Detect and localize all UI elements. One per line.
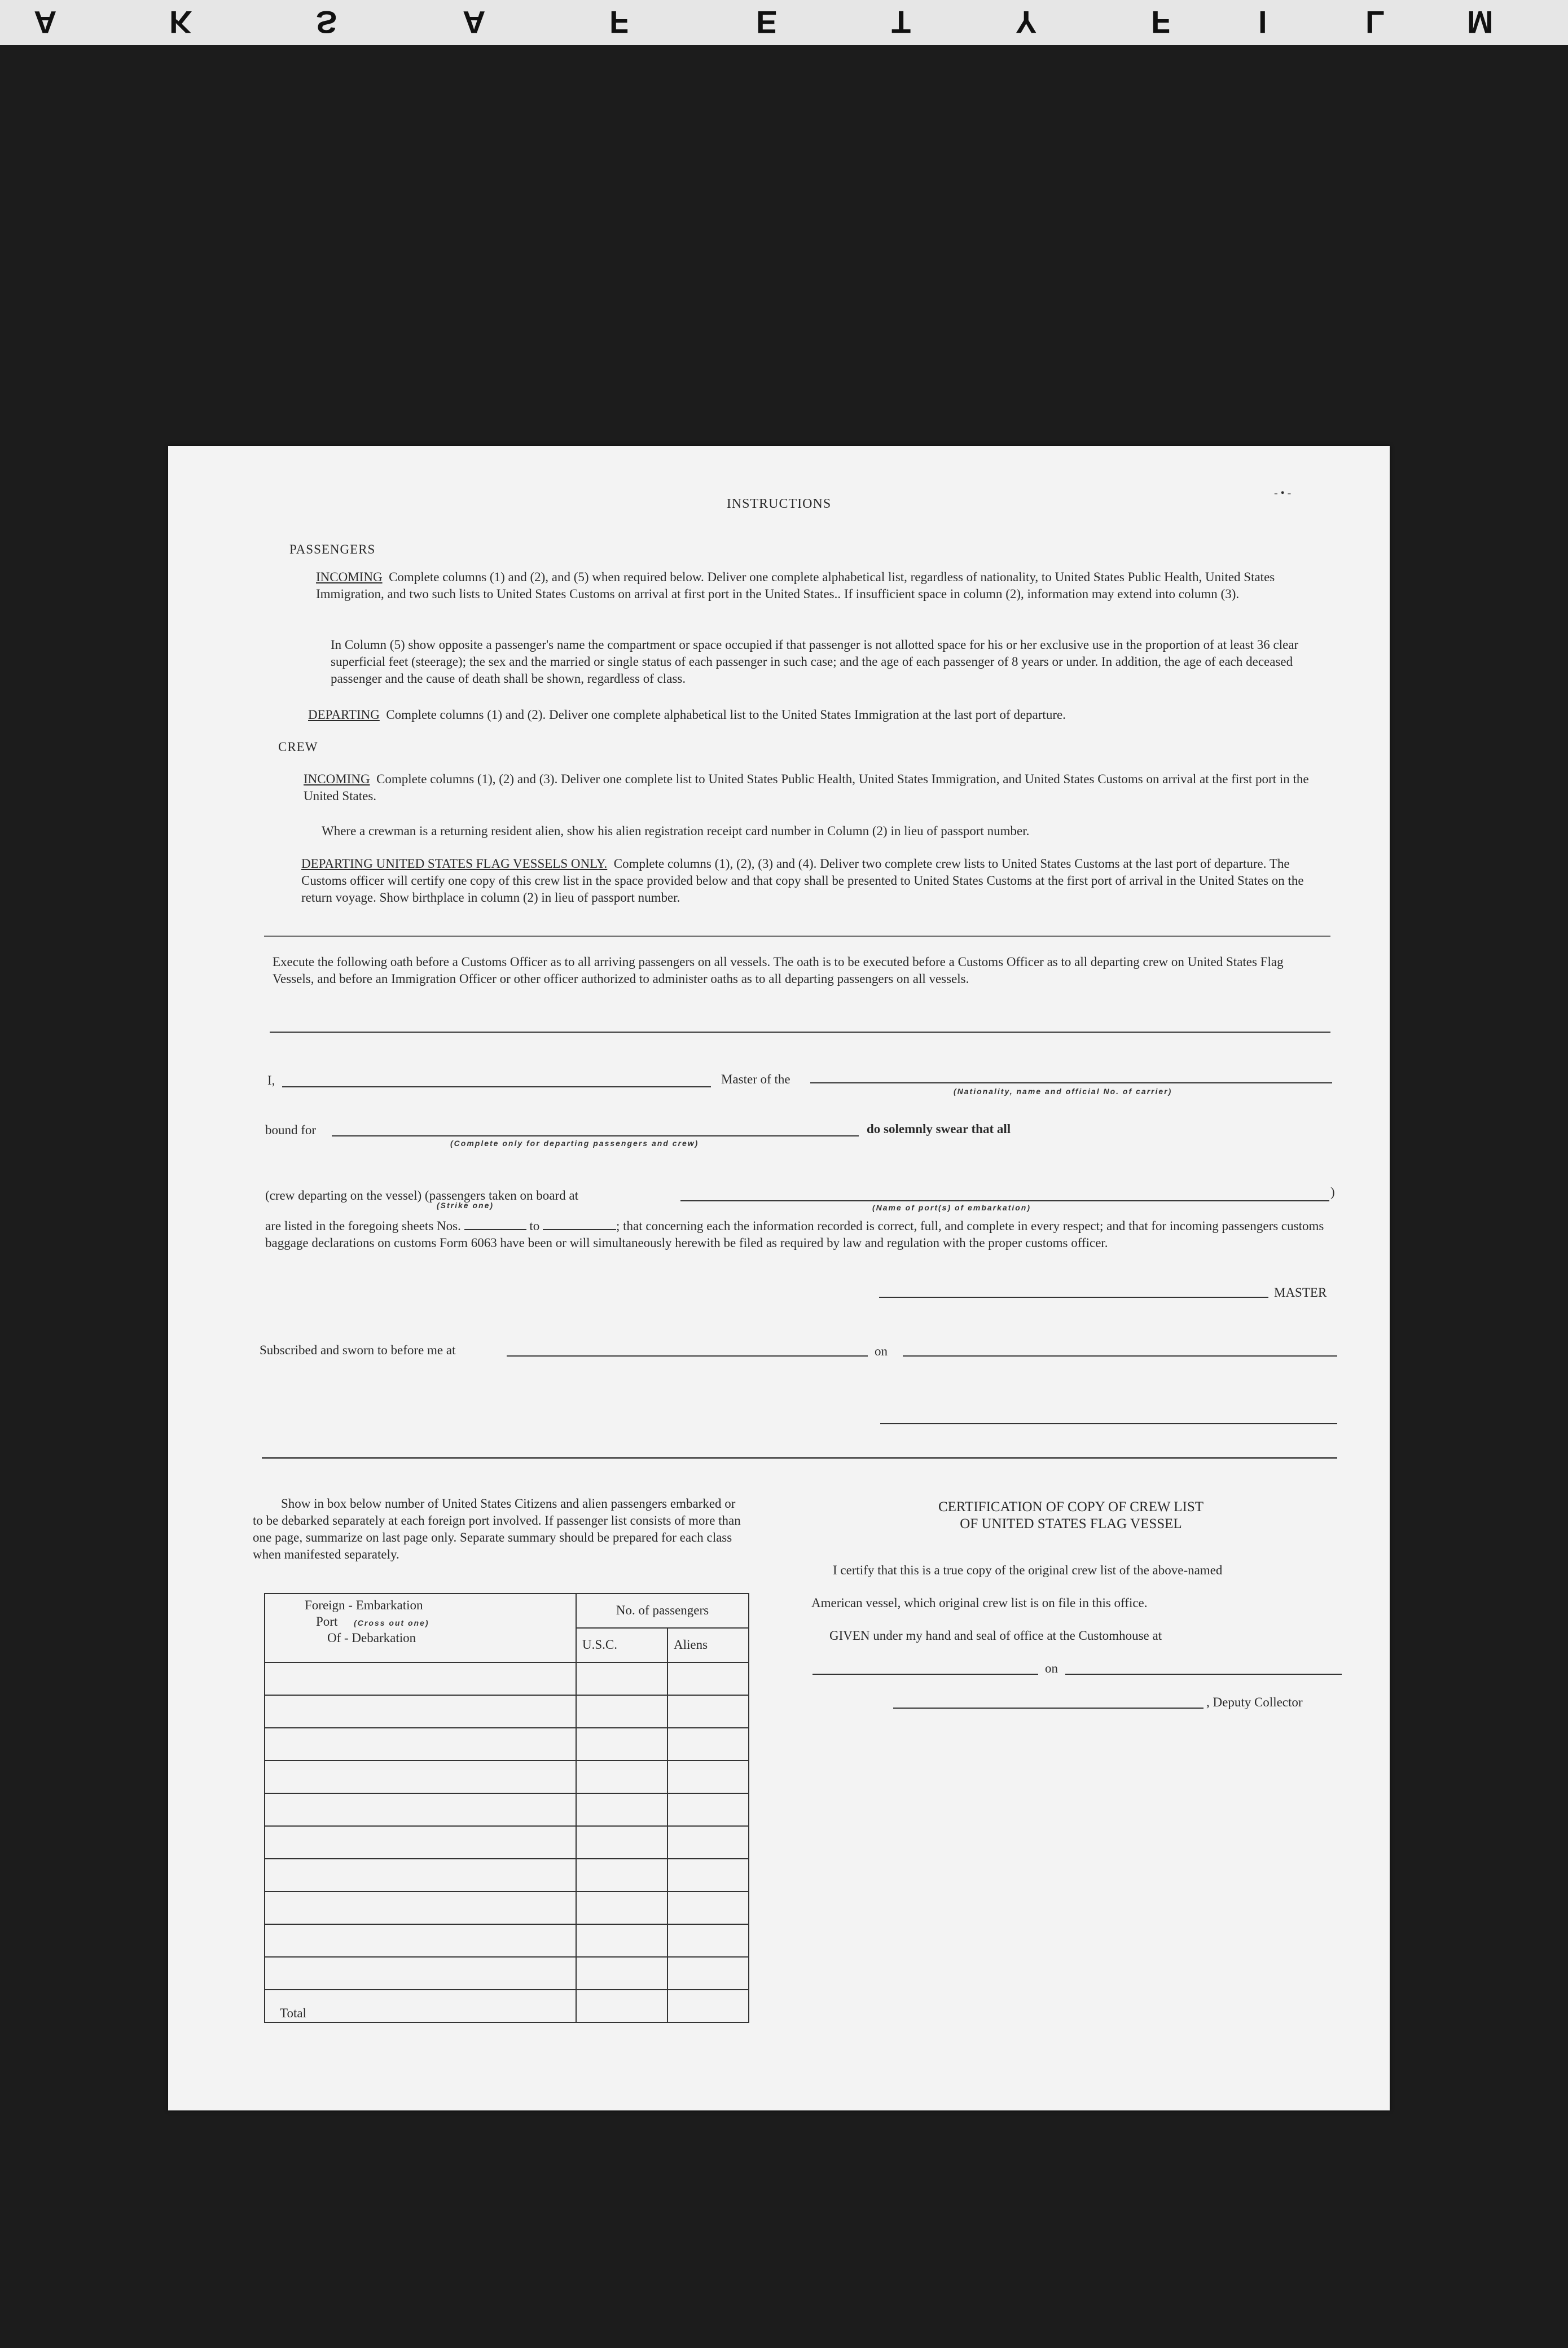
usc-cell[interactable] bbox=[576, 1924, 667, 1957]
crew-departing-label: DEPARTING UNITED STATES FLAG VESSELS ONLY. bbox=[301, 857, 608, 871]
passengers-count-header: No. of passengers bbox=[576, 1594, 749, 1628]
aliens-cell[interactable] bbox=[667, 1761, 749, 1793]
passengers-incoming-label: INCOMING bbox=[316, 570, 383, 584]
film-letter: I bbox=[1258, 5, 1267, 41]
table-row bbox=[265, 1826, 749, 1859]
bound-for-label: bound for bbox=[265, 1123, 317, 1137]
aliens-cell[interactable] bbox=[667, 1859, 749, 1891]
aliens-cell[interactable] bbox=[667, 1728, 749, 1761]
complete-only-caption: (Complete only for departing passengers and crew) bbox=[450, 1139, 699, 1148]
table-row bbox=[265, 1662, 749, 1695]
port-header-line3: Of - Debarkation bbox=[327, 1630, 416, 1645]
customhouse-line[interactable] bbox=[812, 1674, 1038, 1675]
film-letter: E bbox=[756, 5, 778, 41]
oath-i-label: I, bbox=[267, 1073, 275, 1087]
film-letter: M bbox=[1467, 5, 1494, 41]
crew-incoming-label: INCOMING bbox=[304, 772, 370, 786]
table-row bbox=[265, 1793, 749, 1826]
port-cell[interactable] bbox=[265, 1793, 576, 1826]
certification-line1: I certify that this is a true copy of the original crew list of the above-named bbox=[833, 1563, 1223, 1577]
film-letter: A bbox=[34, 5, 57, 41]
bound-for-line[interactable] bbox=[332, 1135, 859, 1136]
certification-title bbox=[789, 1499, 1353, 1533]
film-letter: S bbox=[316, 5, 337, 41]
oath-instructions: Execute the following oath before a Customs Officer as to all arriving passengers on all vessels. The oath is to be executed before a Customs Officer as to all departing crew on United States Flag Vessels, and before an Immigration Officer or other officer authorized to administer oaths as to all departing passengers on all vessels. bbox=[273, 955, 1284, 986]
aliens-cell[interactable] bbox=[667, 1695, 749, 1728]
usc-cell[interactable] bbox=[576, 1891, 667, 1924]
passenger-summary-table bbox=[264, 1593, 749, 2023]
table-row bbox=[265, 1924, 749, 1957]
strike-one-caption: (Strike one) bbox=[437, 1201, 494, 1210]
crew-heading: CREW bbox=[278, 740, 318, 754]
crew-incoming-text: Complete columns (1), (2) and (3). Deliver one complete list to United States Public Health, United States Immigration, and United States Customs on arrival at the first port in the United States. bbox=[304, 772, 1309, 803]
crew-departing-paragraph bbox=[301, 855, 1323, 906]
film-letter: Y bbox=[1016, 5, 1037, 41]
passengers-incoming-paragraph bbox=[316, 569, 1332, 603]
certification-date-line[interactable] bbox=[1065, 1674, 1342, 1675]
master-name-line[interactable] bbox=[282, 1086, 711, 1087]
port-header-port: Port bbox=[316, 1614, 338, 1629]
aliens-cell[interactable] bbox=[667, 1826, 749, 1859]
master-label: MASTER bbox=[1274, 1285, 1327, 1300]
listed-suffix: ; that concerning each the information recorded is correct, full, and complete in every respect; and that for incoming passengers customs baggage declarations on customs Form 6063 have been or will simultaneously herewith be filed as required by law and regulation with the proper customs officer. bbox=[265, 1219, 1324, 1250]
port-cell[interactable] bbox=[265, 1728, 576, 1761]
master-signature-line[interactable] bbox=[879, 1297, 1268, 1298]
aliens-total-cell[interactable] bbox=[667, 1990, 749, 2022]
listed-prefix: are listed in the foregoing sheets Nos. bbox=[265, 1219, 461, 1233]
usc-total-cell[interactable] bbox=[576, 1990, 667, 2022]
total-label: Total bbox=[265, 1990, 576, 2022]
form-page bbox=[168, 446, 1390, 2110]
port-cell[interactable] bbox=[265, 1761, 576, 1793]
aliens-cell[interactable] bbox=[667, 1924, 749, 1957]
page-title: INSTRUCTIONS bbox=[726, 497, 832, 511]
film-letter: F bbox=[1151, 5, 1171, 41]
port-header-line2 bbox=[305, 1614, 570, 1630]
usc-cell[interactable] bbox=[576, 1859, 667, 1891]
film-letter: A bbox=[463, 5, 486, 41]
table-row bbox=[265, 1859, 749, 1891]
certification-title-line2: OF UNITED STATES FLAG VESSEL bbox=[960, 1516, 1182, 1531]
certification-line2: American vessel, which original crew list is on file in this office. bbox=[811, 1596, 1148, 1610]
passengers-incoming-text: Complete columns (1) and (2), and (5) when required below. Deliver one complete alphabetical list, regardless of nationality, to United States Public Health, United States Immigration, and two such lists to United States Customs on arrival at first port in the United States.. If insufficient space in column (2), information may extend into column (3). bbox=[316, 570, 1275, 601]
deputy-collector-label: , Deputy Collector bbox=[1206, 1695, 1303, 1709]
certification-on-label: on bbox=[1045, 1661, 1058, 1675]
table-row bbox=[265, 1957, 749, 1990]
carrier-line[interactable] bbox=[810, 1082, 1332, 1083]
sheet-from-field[interactable] bbox=[464, 1229, 526, 1230]
aliens-cell[interactable] bbox=[667, 1793, 749, 1826]
port-header bbox=[265, 1594, 576, 1662]
usc-cell[interactable] bbox=[576, 1793, 667, 1826]
cross-out-caption: (Cross out one) bbox=[354, 1618, 429, 1627]
ports-caption: (Name of port(s) of embarkation) bbox=[872, 1203, 1031, 1212]
subscribed-on-label: on bbox=[875, 1344, 888, 1358]
passengers-departing-paragraph bbox=[308, 706, 1335, 723]
subscribed-text: Subscribed and sworn to before me at bbox=[260, 1343, 456, 1357]
close-paren: ) bbox=[1330, 1185, 1335, 1199]
table-row bbox=[265, 1695, 749, 1728]
crew-passengers-text: (crew departing on the vessel) (passengers taken on board at bbox=[265, 1188, 578, 1202]
film-letter: L bbox=[1365, 5, 1385, 41]
ports-line[interactable] bbox=[680, 1200, 1329, 1201]
table-row bbox=[265, 1891, 749, 1924]
swear-text: do solemnly swear that all bbox=[867, 1122, 1011, 1136]
summary-instructions: Show in box below number of United States Citizens and alien passengers embarked or to be debarked separately at each foreign port involved. If passenger list consists of more than one page, summarize on last page only. Separate summary should be prepared for each class when manifested separately. bbox=[253, 1496, 741, 1561]
passengers-heading: PASSENGERS bbox=[289, 542, 376, 556]
port-cell[interactable] bbox=[265, 1662, 576, 1695]
passengers-departing-label: DEPARTING bbox=[308, 708, 380, 722]
port-cell[interactable] bbox=[265, 1924, 576, 1957]
listed-to: to bbox=[529, 1219, 540, 1233]
table-row bbox=[265, 1761, 749, 1793]
subscribed-date-line[interactable] bbox=[903, 1355, 1337, 1357]
column5-paragraph: In Column (5) show opposite a passenger's name the compartment or space occupied if that passenger is not allotted space for his or her exclusive use in the proportion of at least 36 clear superficial feet (steerage); the sex and the married or single status of each passenger in such case; and the age of each passenger of 8 years or under. In addition, the age of each deceased passenger and the cause of death shall be shown, regardless of class. bbox=[331, 638, 1299, 686]
aliens-cell[interactable] bbox=[667, 1891, 749, 1924]
crew-incoming-paragraph bbox=[304, 771, 1319, 805]
subscribed-place-line[interactable] bbox=[507, 1355, 868, 1357]
deputy-signature-line[interactable] bbox=[893, 1708, 1204, 1709]
port-cell[interactable] bbox=[265, 1891, 576, 1924]
divider bbox=[270, 1032, 1330, 1033]
table-row bbox=[265, 1728, 749, 1761]
total-row bbox=[265, 1990, 749, 2022]
film-strip-header bbox=[0, 0, 1568, 45]
film-letter: T bbox=[891, 5, 911, 41]
usc-cell[interactable] bbox=[576, 1957, 667, 1990]
passengers-departing-text: Complete columns (1) and (2). Deliver one complete alphabetical list to the United States Immigration at the last port of departure. bbox=[386, 708, 1066, 722]
film-letter: F bbox=[609, 5, 629, 41]
usc-cell[interactable] bbox=[576, 1826, 667, 1859]
port-cell[interactable] bbox=[265, 1826, 576, 1859]
sheet-to-field[interactable] bbox=[543, 1229, 616, 1230]
aliens-cell[interactable] bbox=[667, 1662, 749, 1695]
port-cell[interactable] bbox=[265, 1859, 576, 1891]
divider bbox=[264, 936, 1330, 937]
port-cell[interactable] bbox=[265, 1695, 576, 1728]
listed-paragraph bbox=[265, 1218, 1337, 1252]
crew-departing-text: Complete columns (1), (2), (3) and (4). Deliver two complete crew lists to United States Customs at the last port of departure. The Customs officer will certify one copy of this crew list in the space provided below and that copy shall be presented to United States Customs at the first port of arrival in the United States on the return voyage. Show birthplace in column (2) in lieu of passport number. bbox=[301, 857, 1304, 905]
usc-cell[interactable] bbox=[576, 1662, 667, 1695]
aliens-header: Aliens bbox=[667, 1628, 749, 1662]
film-letter: K bbox=[169, 5, 192, 41]
certification-line3: GIVEN under my hand and seal of office at the Customhouse at bbox=[829, 1629, 1162, 1643]
master-of-the-label: Master of the bbox=[721, 1072, 790, 1086]
usc-cell[interactable] bbox=[576, 1761, 667, 1793]
port-cell[interactable] bbox=[265, 1957, 576, 1990]
officer-signature-line[interactable] bbox=[880, 1423, 1337, 1424]
port-header-line1: Foreign - Embarkation bbox=[305, 1598, 423, 1612]
usc-header: U.S.C. bbox=[576, 1628, 667, 1662]
corner-mark: - • - bbox=[1274, 487, 1292, 499]
aliens-cell[interactable] bbox=[667, 1957, 749, 1990]
usc-cell[interactable] bbox=[576, 1728, 667, 1761]
certification-title-line1: CERTIFICATION OF COPY OF CREW LIST bbox=[938, 1499, 1204, 1515]
divider bbox=[262, 1457, 1337, 1459]
nationality-caption: (Nationality, name and official No. of carrier) bbox=[954, 1087, 1172, 1096]
usc-cell[interactable] bbox=[576, 1695, 667, 1728]
crew-resident-paragraph: Where a crewman is a returning resident alien, show his alien registration receipt card number in Column (2) in lieu of passport number. bbox=[322, 824, 1030, 838]
